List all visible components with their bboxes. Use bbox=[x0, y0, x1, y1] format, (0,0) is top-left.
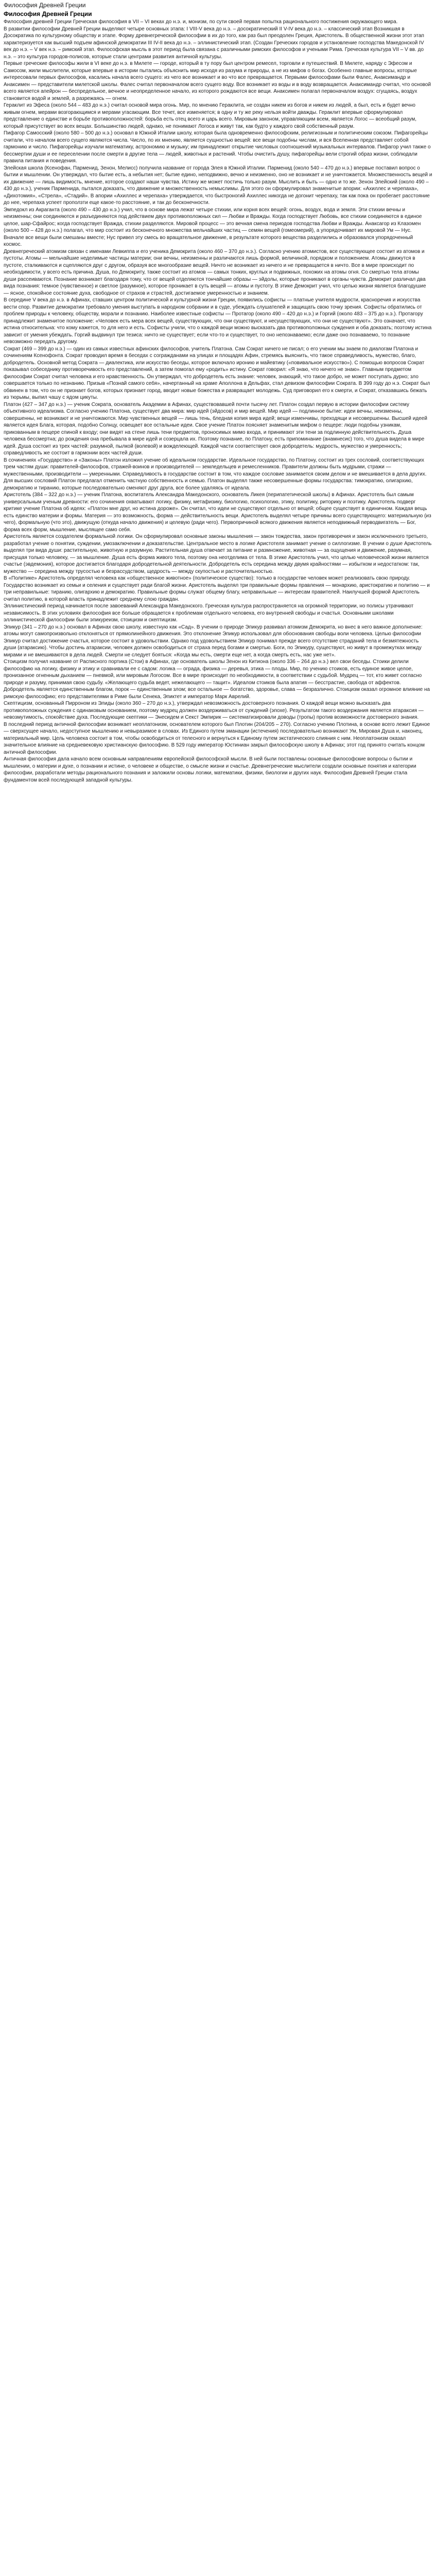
article-paragraph: Первые греческие философы жили в VI веке до н.э. в Милете — городе, который в ту пору был центром ремесел, торговли и путешествий. В Милете, наряду с Эфесом и Самосом, жили мыслители, которые впервые в истории пытались объяснить мир исходя из разума и природы, а не из мифов о богах. Особенно главные вопросы, которые интересовали первых философов, касались начала всего сущего: из чего все возникает и во что все превращается. Первыми философами были Фалес, Анаксимандр и Анаксимен — представители милетской школы. Фалес считал первоначалом всего сущего воду. Все возникает из воды и в воду возвращается. Анаксимандр считал, что основой всего является апейрон — беспредельное, вечное и неопределенное начало, из которого рождаются все вещи. Анаксимен полагал первоначалом воздух: сгущаясь, воздух становится водой и землей, а разрежаясь — огнем. bbox=[4, 61, 431, 101]
article-paragraph: Элейская школа (Ксенофан, Парменид, Зенон, Мелисс) получила название от города Элея в Южной Италии. Парменид (около 540 – 470 до н.э.) впервые поставил вопрос о бытии и мышлении. Он утверждал, что бытие есть, а небытия нет; бытие едино, неподвижно, вечно и неизменно, оно не возникает и не уничтожается. Множественность вещей и их движение — лишь видимость, мнение, которое создают наши чувства. Истину же может постичь только разум. Мыслить и быть — одно и то же. Зенон Элейский (около 490 – 430 до н.э.), ученик Парменида, пытался доказать, что движение и множественность немыслимы. Для этого он сформулировал знаменитые апории: «Ахиллес и черепаха», «Дихотомия», «Стрела», «Стадий». В апории «Ахиллес и черепаха» утверждается, что быстроногий Ахиллес никогда не догонит черепаху, так как пока он пробегает расстояние до нее, черепаха успеет проползти еще какое-то расстояние, и так до бесконечности. bbox=[4, 165, 432, 206]
article-paragraph: Аристотель (384 – 322 до н.э.) — ученик Платона, воспитатель Александра Македонского, основатель Ликея (перипатетической школы) в Афинах. Аристотель был самым универсальным ученым древности: его сочинения охватывают логику, физику, метафизику, биологию, психологию, этику, политику, риторику и поэтику. Аристотель подверг критике учение Платона об идеях: «Платон мне друг, но истина дороже». Он считал, что идеи не существуют отдельно от вещей; общее существует в единичном. Каждая вещь есть единство материи и формы. Материя — это возможность, форма — действительность вещи. Аристотель выделял четыре причины всего существующего: материальную (из чего), формальную (что это), движущую (откуда начало движения) и целевую (ради чего). Первопричиной всякого движения является неподвижный перводвигатель — Бог, форма всех форм, мышление, мыслящее само себя. bbox=[4, 492, 431, 533]
article-paragraph: Платон (427 – 347 до н.э.) — ученик Сократа, основатель Академии в Афинах, существовавшей почти тысячу лет. Платон создал первую в истории философии систему объективного идеализма. Согласно учению Платона, существует два мира: мир идей (эйдосов) и мир вещей. Мир идей — подлинное бытие: идеи вечны, неизменны, совершенны, не возникают и не уничтожаются. Мир чувственных вещей — лишь тень, бледная копия мира идей; вещи изменчивы, преходящи и несовершенны. Высшей идеей является идея Блага, которая, подобно Солнцу, освещает все остальные идеи. Свое учение Платон поясняет знаменитым мифом о пещере: люди подобны узникам, прикованным в пещере спиной к входу; они видят на стене лишь тени предметов, проносимых мимо входа, и принимают эти тени за подлинную действительность. Душа человека бессмертна; до рождения она пребывала в мире идей и созерцала их. Поэтому познание, по Платону, есть припоминание (анамнесис) того, что душа видела в мире идей. Душа состоит из трех частей: разумной, пылкой (волевой) и вожделеющей. Каждой части соответствует своя добродетель: мудрость, мужество и умеренность; справедливость же состоит в гармонии всех частей души. bbox=[4, 401, 427, 456]
page bbox=[0, 0, 436, 787]
article-paragraph: Философия древней Греции Греческая философия в VII – VI веках до н.э. и, монизм, по сути своей первая попытка рационального постижения окружающего мира. bbox=[4, 19, 398, 25]
article-paragraph: Античная философия дала начало всем основным направлениям европейской философской мысли. В ней были поставлены основные философские вопросы о бытии и мышлении, о материи и духе, о познании и истине, о человеке и обществе, о смысле жизни и счастье. Древнегреческие мыслители создали основные понятия и категории философии, разработали методы рационального познания и заложили основы логики, математики, физики, биологии и других наук. Философия Древней Греции стала фундаментом всей последующей западной культуры. bbox=[4, 756, 416, 783]
article-paragraph: Эмпедокл из Акраганта (около 490 – 430 до н.э.) учил, что в основе мира лежат четыре стихии, или корня всех вещей: огонь, воздух, вода и земля. Эти стихии вечны и неизменны; они соединяются и разъединяются под действием двух противоположных сил — Любви и Вражды. Когда господствует Любовь, все стихии соединяются в единое целое, шар-Сфайрос; когда господствует Вражда, стихии разделяются. Мировой процесс — это вечная смена периодов господства Любви и Вражды. Анаксагор из Клазомен (около 500 – 428 до н.э.) полагал, что мир состоит из бесконечного множества мельчайших частиц — семян вещей (гомеомерий), а упорядочивает их мировой Ум — Нус. Вначале все вещи были смешаны вместе; Нус привел эту смесь во вращательное движение, в результате которого вещества разделились и образовался упорядоченный космос. bbox=[4, 207, 422, 247]
article-body bbox=[4, 19, 432, 784]
article-paragraph: Эллинистический период начинается после завоеваний Александра Македонского. Греческая культура распространяется на огромной территории, но полисы утрачивают независимость. В этих условиях философия все больше обращается к проблемам отдельного человека, его внутренней свободы и счастья. Основными школами эллинистической философии были эпикуреизм, стоицизм и скептицизм. bbox=[4, 603, 414, 623]
article-paragraph: Сократ (469 – 399 до н.э.) — один из самых известных афинских философов, учитель Платона. Сам Сократ ничего не писал; о его учении мы знаем по диалогам Платона и сочинениям Ксенофонта. Сократ проводил время в беседах с согражданами на улицах и площадях Афин, стремясь выяснить, что такое справедливость, мужество, благо, добродетель. Основной метод Сократа — диалектика, или искусство беседы, которое включало иронию и майевтику («повивальное искусство»). С помощью вопросов Сократ показывал собеседнику противоречивость его представлений, а затем помогал ему «родить» истину. Сократ говорил: «Я знаю, что ничего не знаю». Главным предметом философии Сократ считал человека и его нравственность. Он утверждал, что добродетель есть знание: человек, знающий, что такое добро, не может поступать дурно; зло совершается только по незнанию. Призыв «Познай самого себя», начертанный на храме Аполлона в Дельфах, стал девизом философии Сократа. В 399 году до н.э. Сократ был обвинен в том, что он не признает богов, которых признает город, вводит новые божества и развращает молодежь. Суд приговорил его к смерти, и Сократ, отказавшись бежать из тюрьмы, выпил чашу с ядом цикуты. bbox=[4, 346, 430, 400]
article-paragraph: В сочинениях «Государство» и «Законы» Платон изложил учение об идеальном государстве. Идеальное государство, по Платону, состоит из трех сословий, соответствующих трем частям души: правителей-философов, стражей-воинов и производителей — земледельцев и ремесленников. Правители должны быть мудрыми, стражи — мужественными, производители — умеренными. Справедливость в государстве состоит в том, что каждое сословие занимается своим делом и не вмешивается в дела других. Для высших сословий Платон предлагал отменить частную собственность и семью. Платон выделял также несовершенные формы государства: тимократию, олигархию, демократию и тиранию, которые последовательно сменяют друг друга, все более удаляясь от идеала. bbox=[4, 457, 427, 491]
article-heading: Философия Древней Греции bbox=[4, 10, 92, 18]
article-paragraph: В середине V века до н.э. в Афинах, ставших центром политической и культурной жизни Греции, появились софисты — платные учителя мудрости, красноречия и искусства вести спор. Развитие демократии требовало умения выступать в народном собрании и в суде, убеждать слушателей и защищать свою точку зрения. Софисты обратились от проблем природы к человеку, обществу, морали и познанию. Наиболее известные софисты — Протагор (около 490 – 420 до н.э.) и Горгий (около 483 – 375 до н.э.). Протагору принадлежит знаменитое положение: «Человек есть мера всех вещей, существующих, что они существуют, и несуществующих, что они не существуют». Это означает, что истина относительна: что кому кажется, то для него и есть. Софисты учили, что о каждой вещи можно высказать два противоположных суждения и оба доказать; поэтому истина зависит от умения убеждать. Горгий выдвинул три тезиса: ничто не существует; если что-то и существует, то оно непознаваемо; если даже оно познаваемо, то познание невозможно передать другому. bbox=[4, 297, 432, 345]
article-paragraph: Стоицизм получил название от Расписного портика (Стои) в Афинах, где основатель школы Зенон из Китиона (около 336 – 264 до н.э.) вел свои беседы. Стоики делили философию на логику, физику и этику и сравнивали ее с садом: логика — ограда, физика — деревья, этика — плоды. Мир, по учению стоиков, есть единое живое целое, пронизанное огненным дыханием — пневмой, или мировым Логосом. Все в мире происходит по необходимости, в соответствии с судьбой. Мудрец — тот, кто живет согласно природе и разуму, принимая свою судьбу. «Желающего судьба ведет, нежелающего — тащит». Идеалом стоиков была апатия — бесстрастие, свобода от аффектов. Добродетель является единственным благом, порок — единственным злом; все остальное — богатство, здоровье, слава — безразлично. Стоицизм оказал огромное влияние на римскую философию; его представителями в Риме были Сенека, Эпиктет и император Марк Аврелий. bbox=[4, 659, 430, 700]
article-paragraph: Скептицизм, основанный Пирроном из Элиды (около 360 – 270 до н.э.), утверждал невозможность достоверного познания. О каждой вещи можно высказать два противоположных суждения с одинаковым основанием, поэтому мудрец должен воздерживаться от суждений (эпохе). Результатом такого воздержания является атараксия — невозмутимость, спокойствие духа. Последующие скептики — Энесидем и Секст Эмпирик — систематизировали доводы (тропы) против возможности достоверного знания. bbox=[4, 701, 424, 720]
article-paragraph: Гераклит из Эфеса (около 544 – 483 до н.э.) считал основой мира огонь. Мир, по мнению Гераклита, не создан никем из богов и никем из людей, а был, есть и будет вечно живым огнем, мерами возгорающимся и мерами угасающим. Все течет, все изменяется; в одну и ту же реку нельзя войти дважды. Гераклит впервые сформулировал представление о единстве и борьбе противоположностей: борьба есть отец всего и царь всего. Мировым законом, управляющим всем, является Логос — всеобщий разум, который присутствует во всех вещах. Большинство людей, однако, не понимают Логоса и живут так, как будто у каждого свой собственный разум. bbox=[4, 103, 417, 129]
article-paragraph: В развитии философии Древней Греции выделяют четыре основных этапа: I VIII-V века до н.э. – досократический II V-IV века до н.э. – классический этап Возникшая в Досократика по культурному обществу и этапе. Форму древнегреческой философии в их до того, как раз был преодолен Греция, Аристотель. В общественной жизни этот этап характеризуется как высший подъем афинской демократии III IV-II века до н.э. – эллинистический этап. (Создан Греческих городов и установление господства Македонской IV век до н.э. – V век н.э. – римский этап. Философская мысль в этот период была связана с различными римских философов и учеными Рима. Греческая культура VII – V вв. до н.э. – это культура городов-полисов, которые стали центрами развития античной культуры. bbox=[4, 26, 424, 60]
article-paragraph: В «Политике» Аристотель определял человека как «общественное животное» (политическое существо): только в государстве человек может реализовать свою природу. Государство возникает из семьи и селения и существует ради благой жизни. Аристотель выделял три правильные формы правления — монархию, аристократию и политию — и три неправильные: тиранию, олигархию и демократию. Правильные формы служат общему благу, неправильные — интересам правителей. Наилучшей формой Аристотель считал политию, в которой власть принадлежит среднему слою граждан. bbox=[4, 575, 430, 602]
article-paragraph: В последний период античной философии возникает неоплатонизм, основателем которого был Плотин (204/205 – 270). Согласно учению Плотина, в основе всего лежит Единое — сверхсущее начало, недоступное мышлению и невыразимое в словах. Из Единого путем эманации (истечения) последовательно возникают Ум, Мировая Душа и, наконец, материальный мир. Цель человека состоит в том, чтобы освободиться от телесного и вернуться к Единому путем экстатического слияния с ним. Неоплатонизм оказал значительное влияние на средневековую христианскую философию. В 529 году император Юстиниан закрыл философскую школу в Афинах; этот год принято считать концом античной философии. bbox=[4, 721, 430, 755]
article-paragraph: Древнегреческий атомизм связан с именами Левкиппа и его ученика Демокрита (около 460 – 370 до н.э.). Согласно учению атомистов, все существующее состоит из атомов и пустоты. Атомы — мельчайшие неделимые частицы материи; они вечны, неизменны и различаются лишь формой, величиной, порядком и положением. Атомы движутся в пустоте, сталкиваются и сцепляются друг с другом, образуя все многообразие вещей. Ничто не возникает из ничего и не превращается в ничто. Все в мире происходит по необходимости, у всего есть причина. Душа, по Демокриту, также состоит из атомов — самых тонких, круглых и подвижных, похожих на атомы огня. Со смертью тела атомы души рассеиваются. Познание возникает благодаря тому, что от вещей отделяются тончайшие образы — эйдолы, которые проникают в органы чувств. Демокрит различал два вида познания: темное (чувственное) и светлое (разумное), которое проникает в суть вещей — атомы и пустоту. В этике Демокрит учил, что целью жизни является благодушие — ясное, спокойное состояние духа, свободное от страхов и страстей, достигаемое умеренностью и знанием. bbox=[4, 248, 426, 296]
article-paragraph: Эпикур (341 – 270 до н.э.) основал в Афинах свою школу, известную как «Сад». В учении о природе Эпикур развивал атомизм Демокрита, но внес в него важное дополнение: атомы могут самопроизвольно отклоняться от прямолинейного движения. Это отклонение Эпикур использовал для обоснования свободы воли человека. Целью философии Эпикур считал достижение счастья, которое состоит в удовольствии. Однако под удовольствием Эпикур понимал прежде всего отсутствие страданий тела и безмятежность души (атараксию). Чтобы достичь атараксии, человек должен освободиться от страха перед богами и смертью. Боги, по Эпикуру, существуют, но живут в промежутках между мирами и не вмешиваются в дела людей. Смерти не следует бояться: «Когда мы есть, смерти еще нет, а когда смерть есть, нас уже нет». bbox=[4, 624, 423, 658]
article-paragraph: Аристотель является создателем формальной логики. Он сформулировал основные законы мышления — закон тождества, закон противоречия и закон исключенного третьего, разработал учение о понятии, суждении, умозаключении и доказательстве. Центральное место в логике Аристотеля занимает учение о силлогизме. В учении о душе Аристотель выделял три вида души: растительную, животную и разумную. Растительная душа отвечает за питание и размножение, животная — за ощущения и движение, разумная, присущая только человеку, — за мышление. Душа есть форма живого тела, поэтому она неотделима от тела. В этике Аристотель учил, что целью человеческой жизни является счастье (эвдемония), которое достигается благодаря добродетельной деятельности. Добродетель есть середина между двумя крайностями — избытком и недостатком: так, мужество — середина между трусостью и безрассудством, щедрость — между скупостью и расточительностью. bbox=[4, 534, 432, 574]
article-paragraph: Пифагор Самосский (около 580 – 500 до н.э.) основал в Южной Италии школу, которая была одновременно философским, религиозным и политическим союзом. Пифагорейцы считали, что началом всего сущего являются числа. Число, по их мнению, является сущностью вещей: все вещи подобны числам, и вся Вселенная представляет собой гармонию и число. Пифагорейцы изучали математику, астрономию и музыку; им принадлежит открытие числовых соотношений музыкальных интервалов. Пифагор учил также о бессмертии души и ее переселении после смерти в другие тела — людей, животных и растений. Чтобы очистить душу, пифагорейцы вели строгий образ жизни, соблюдали правила питания и поведения. bbox=[4, 130, 431, 164]
page-title: Философия Древней Греции bbox=[4, 2, 86, 9]
